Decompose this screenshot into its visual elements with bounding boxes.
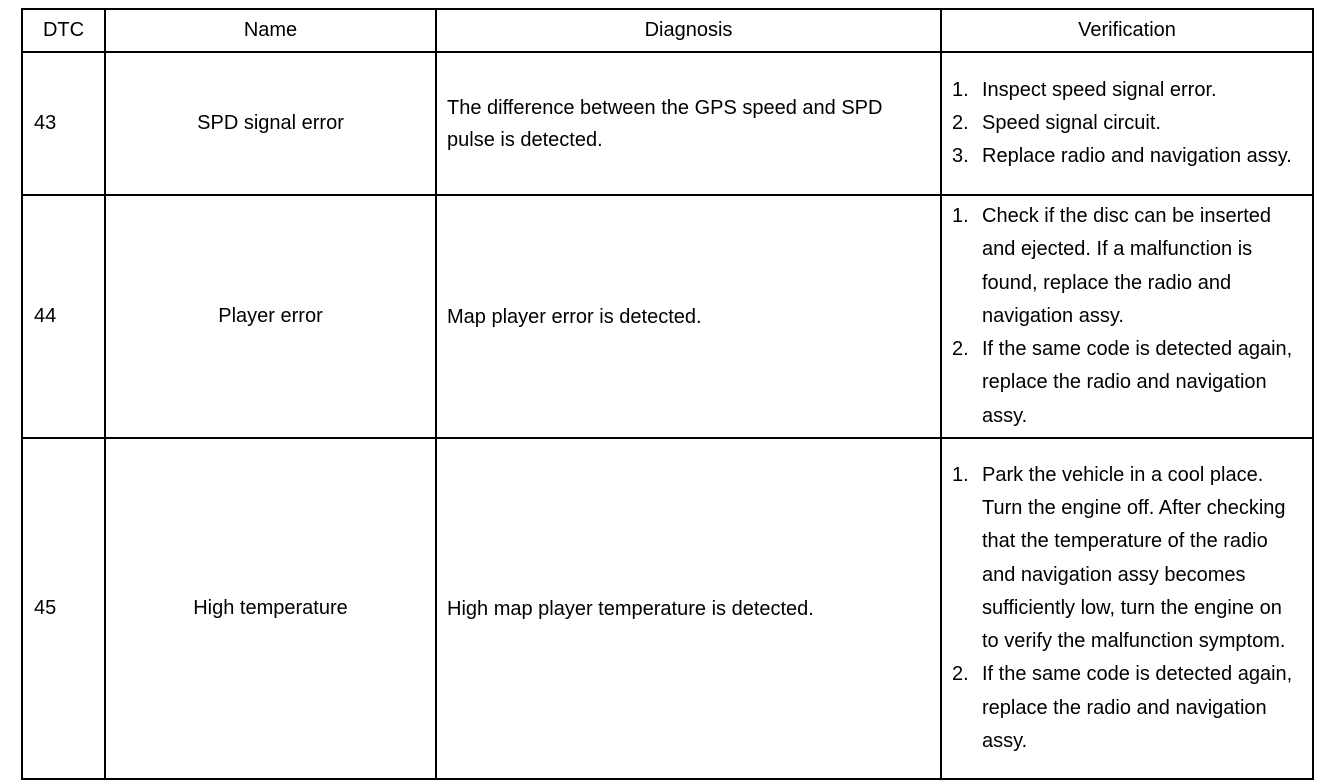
- step-number: 1.: [952, 463, 969, 486]
- dtc-name-cell: Player error: [105, 195, 436, 438]
- verification-step: [952, 107, 1302, 140]
- diagnosis-cell: The difference between the GPS speed and SPD pulse is detected.: [436, 52, 941, 195]
- verification-step: [952, 333, 1302, 433]
- dtc-name-cell: SPD signal error: [105, 52, 436, 195]
- verification-step: [952, 658, 1302, 758]
- step-number: 1.: [952, 78, 969, 101]
- header-verification: Verification: [941, 9, 1313, 52]
- verification-steps: [952, 459, 1302, 759]
- header-dtc: DTC: [22, 9, 105, 52]
- step-text: Inspect speed signal error.: [982, 78, 1217, 101]
- verification-step: [952, 140, 1302, 173]
- step-number: 2.: [952, 111, 969, 134]
- step-text: If the same code is detected again, replace the radio and navigation assy.: [982, 338, 1293, 427]
- dtc-code-cell: 44: [22, 195, 105, 438]
- header-diagnosis: Diagnosis: [436, 9, 941, 52]
- verification-cell: [941, 52, 1313, 195]
- step-number: 2.: [952, 338, 969, 361]
- dtc-code-cell: 43: [22, 52, 105, 195]
- header-row: [22, 9, 1313, 52]
- table-header: [22, 9, 1313, 52]
- diagnosis-cell: Map player error is detected.: [436, 195, 941, 438]
- verification-steps: [952, 200, 1302, 433]
- dtc-table: [21, 8, 1314, 780]
- verification-cell: [941, 438, 1313, 779]
- step-text: If the same code is detected again, replace the radio and navigation assy.: [982, 663, 1293, 753]
- diagnosis-cell: High map player temperature is detected.: [436, 438, 941, 779]
- dtc-code-cell: 45: [22, 438, 105, 779]
- step-number: 1.: [952, 204, 969, 227]
- step-text: Replace radio and navigation assy.: [982, 145, 1292, 168]
- header-name: Name: [105, 9, 436, 52]
- verification-step: [952, 200, 1302, 333]
- table-body: [22, 52, 1313, 779]
- step-text: Check if the disc can be inserted and ejected. If a malfunction is found, replace the radio and navigation assy.: [982, 204, 1272, 327]
- table-row: [22, 195, 1313, 438]
- step-text: Park the vehicle in a cool place. Turn the engine off. After checking that the temperature of the radio and navigation assy becomes sufficiently low, turn the engine on to verify the malfunction symptom.: [982, 463, 1286, 653]
- step-number: 3.: [952, 145, 969, 168]
- verification-steps: [952, 74, 1302, 174]
- verification-step: [952, 74, 1302, 107]
- table-row: [22, 438, 1313, 779]
- step-text: Speed signal circuit.: [982, 111, 1161, 134]
- verification-step: [952, 459, 1302, 659]
- verification-cell: [941, 195, 1313, 438]
- table-row: [22, 52, 1313, 195]
- dtc-name-cell: High temperature: [105, 438, 436, 779]
- step-number: 2.: [952, 663, 969, 686]
